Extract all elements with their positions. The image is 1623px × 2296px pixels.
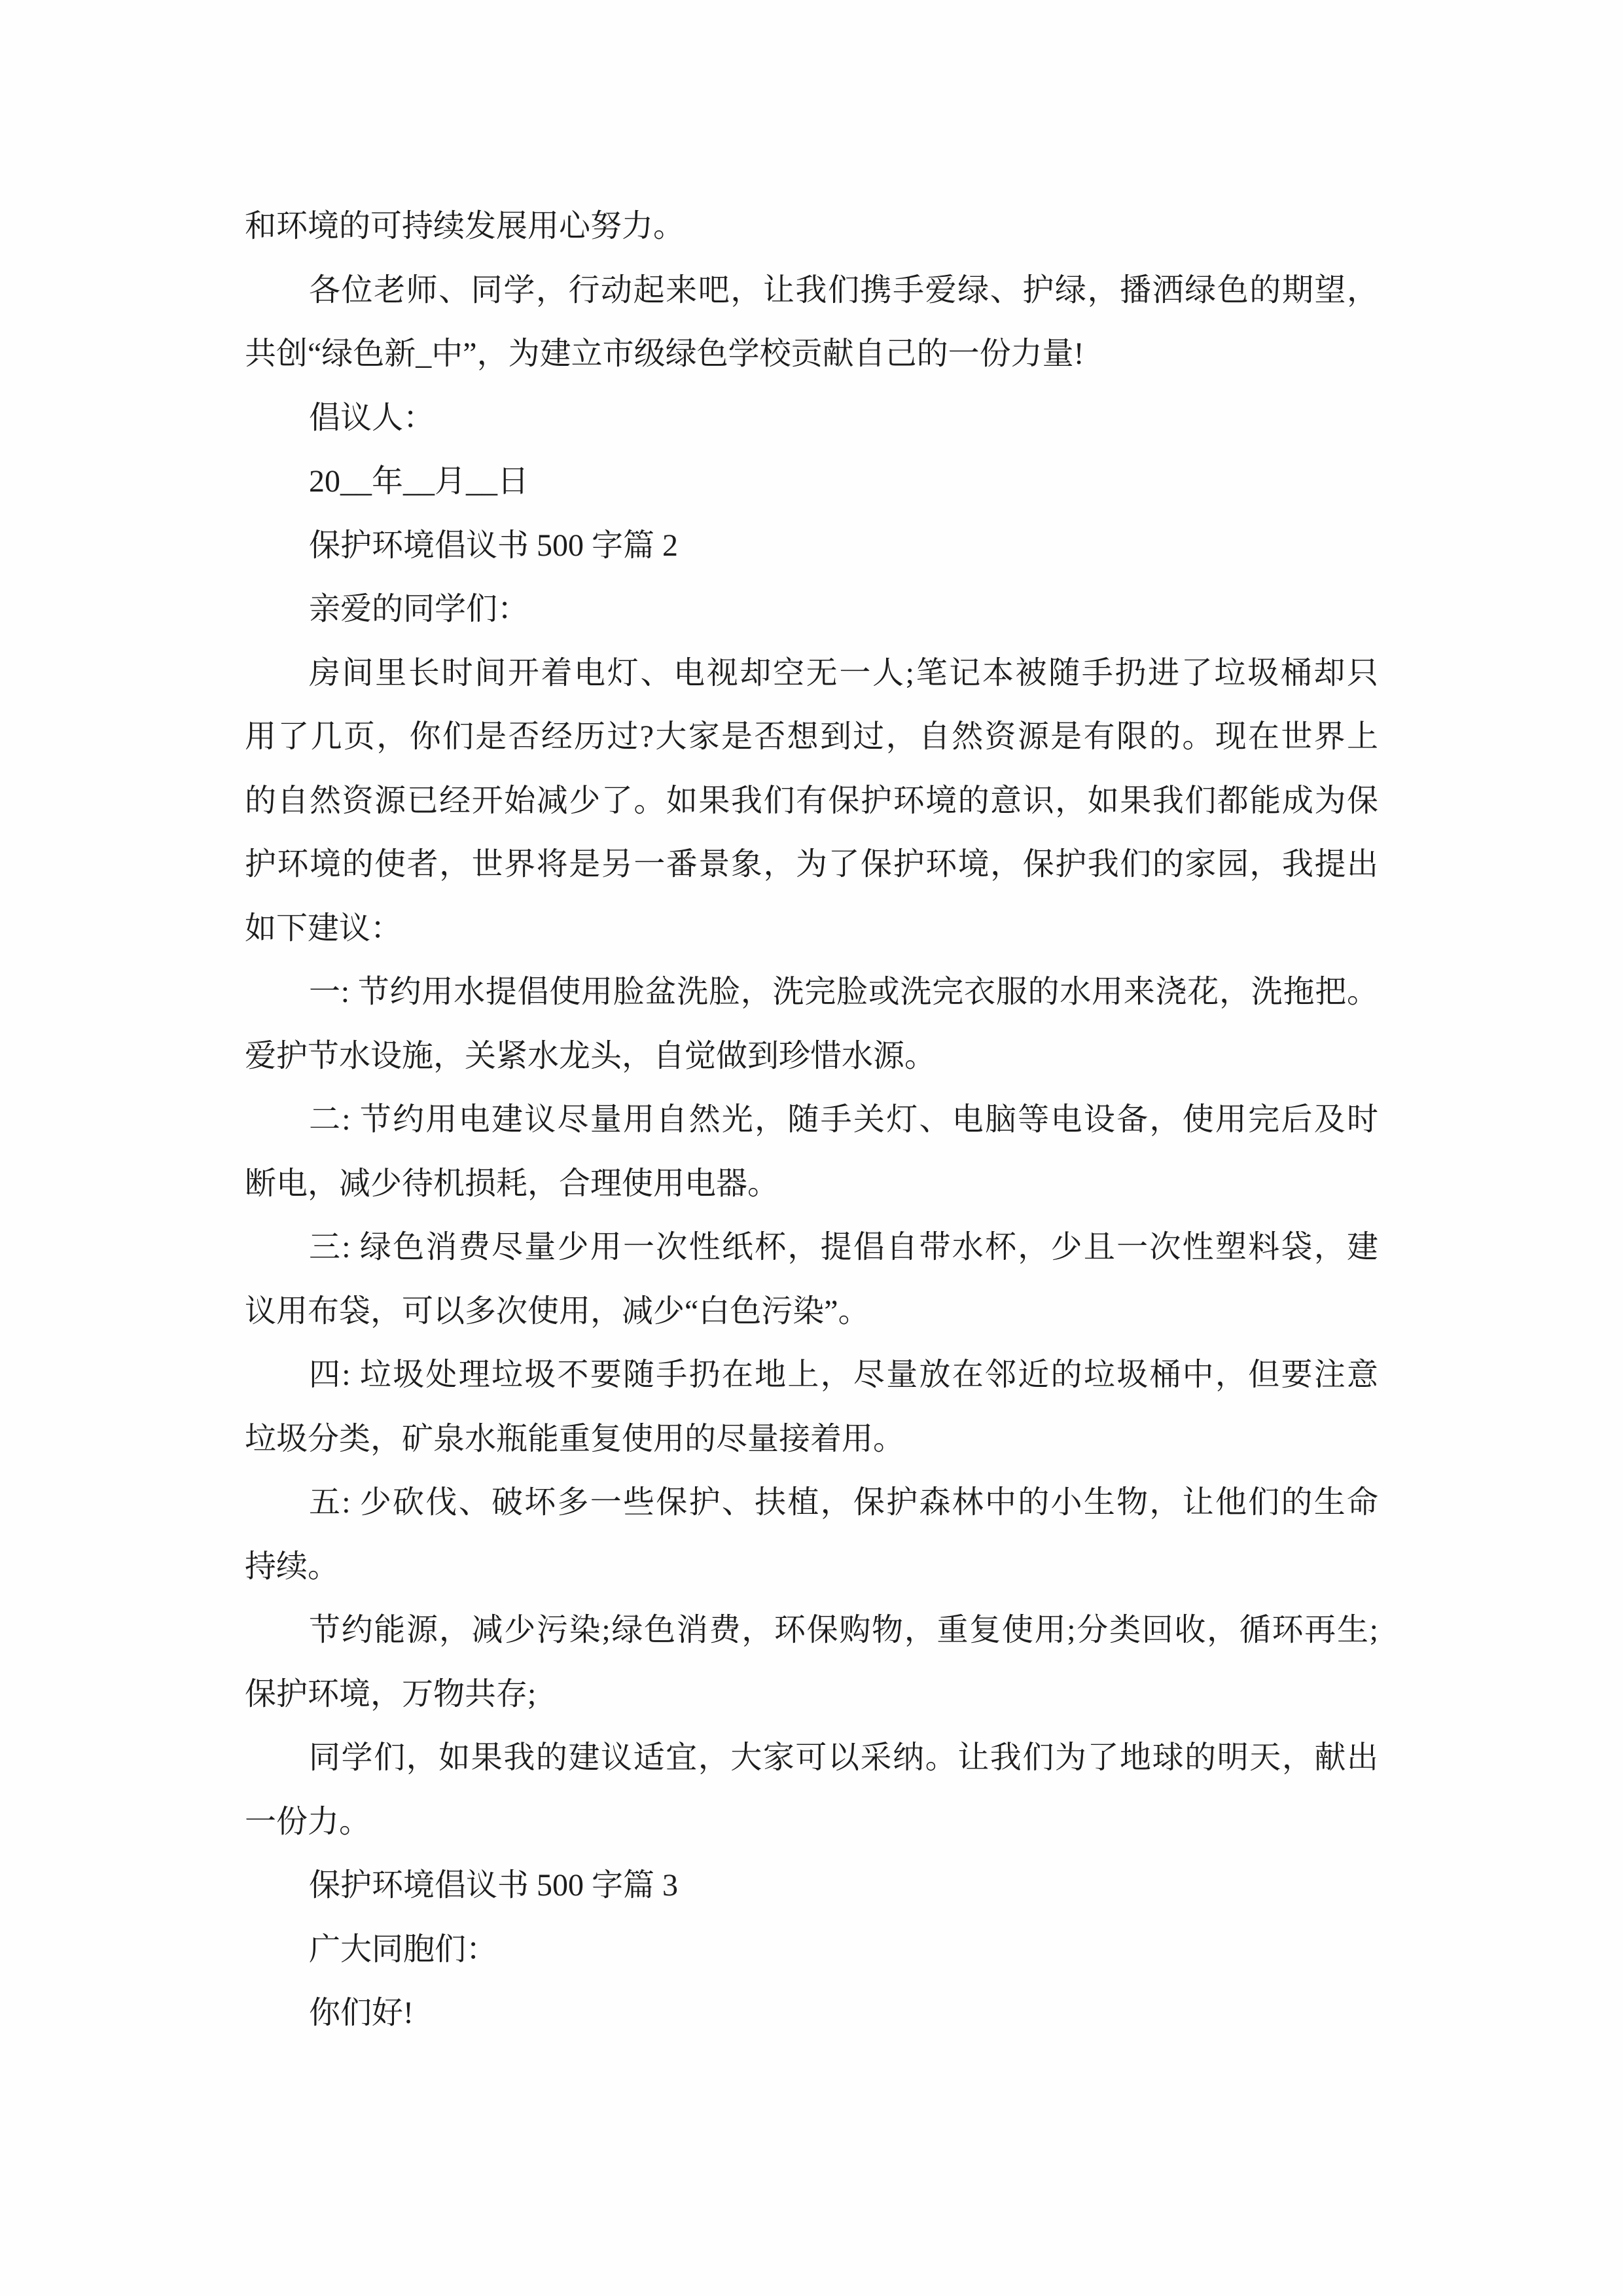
text-line: 20__年__月__日 (309, 464, 529, 499)
text-line: 护环境的使者，世界将是另一番景象，为了保护环境，保护我们的家园，我提出 (245, 847, 1378, 882)
suggestion-3 (245, 1215, 1378, 1343)
text-line: 五: 少砍伐、破坏多一些保护、扶植，保护森林中的小生物，让他们的生命 (309, 1485, 1378, 1520)
paragraph-continuation (245, 194, 1378, 259)
suggestion-4 (245, 1343, 1378, 1471)
text-line: 二: 节约用电建议尽量用自然光，随手关灯、电脑等电设备，使用完后及时 (309, 1102, 1378, 1137)
text-line: 保护环境倡议书 500 字篇 2 (309, 528, 679, 563)
section-heading (245, 514, 1378, 578)
text-line: 同学们，如果我的建议适宜，大家可以采纳。让我们为了地球的明天，献出 (309, 1740, 1378, 1775)
section-heading (245, 1854, 1378, 1918)
text-line: 一份力。 (245, 1804, 371, 1839)
text-line: 垃圾分类，矿泉水瓶能重复使用的尽量接着用。 (245, 1421, 905, 1456)
signature-label (245, 386, 1378, 450)
date-line (245, 450, 1378, 514)
text-line: 共创“绿色新_中”，为建立市级绿色学校贡献自己的一份力量! (245, 336, 1084, 371)
text-line: 四: 垃圾处理垃圾不要随手扔在地上，尽量放在邻近的垃圾桶中，但要注意 (309, 1357, 1378, 1392)
document-body (245, 194, 1378, 2045)
text-line: 断电，减少待机损耗，合理使用电器。 (245, 1166, 779, 1201)
text-line: 持续。 (245, 1549, 340, 1584)
salutation (245, 577, 1378, 641)
salutation (245, 1918, 1378, 1982)
text-line: 的自然资源已经开始减少了。如果我们有保护环境的意识，如果我们都能成为保 (245, 783, 1378, 818)
text-line: 节约能源，减少污染;绿色消费，环保购物，重复使用;分类回收，循环再生; (309, 1613, 1378, 1647)
greeting (245, 1981, 1378, 2045)
suggestion-1 (245, 960, 1378, 1088)
text-line: 亲爱的同学们： (309, 592, 529, 626)
text-line: 保护环境，万物共存; (245, 1676, 537, 1712)
text-line: 倡议人： (309, 400, 435, 435)
text-line: 爱护节水设施，关紧水龙头，自觉做到珍惜水源。 (245, 1038, 936, 1073)
paragraph-summary (245, 1598, 1378, 1726)
text-line: 各位老师、同学，行动起来吧，让我们携手爱绿、护绿，播洒绿色的期望， (309, 272, 1378, 308)
paragraph-closing (245, 1726, 1378, 1854)
text-line: 议用布袋，可以多次使用，减少“白色污染”。 (245, 1293, 870, 1329)
paragraph-intro (245, 641, 1378, 961)
text-line: 广大同胞们： (309, 1931, 498, 1967)
text-line: 一: 节约用水提倡使用脸盆洗脸，洗完脸或洗完衣服的水用来浇花，洗拖把。 (309, 975, 1378, 1009)
text-line: 如下建议： (245, 910, 402, 946)
text-line: 你们好! (309, 1996, 414, 2030)
suggestion-5 (245, 1471, 1378, 1598)
text-line: 保护环境倡议书 500 字篇 3 (309, 1868, 679, 1903)
paragraph-call-to-action (245, 259, 1378, 386)
text-line: 三: 绿色消费尽量少用一次性纸杯，提倡自带水杯，少且一次性塑料袋，建 (309, 1230, 1378, 1265)
text-line: 用了几页，你们是否经历过?大家是否想到过，自然资源是有限的。现在世界上 (245, 719, 1378, 754)
text-line: 房间里长时间开着电灯、电视却空无一人;笔记本被随手扔进了垃圾桶却只 (309, 655, 1378, 691)
suggestion-2 (245, 1088, 1378, 1215)
text-line: 和环境的可持续发展用心努力。 (245, 209, 685, 243)
